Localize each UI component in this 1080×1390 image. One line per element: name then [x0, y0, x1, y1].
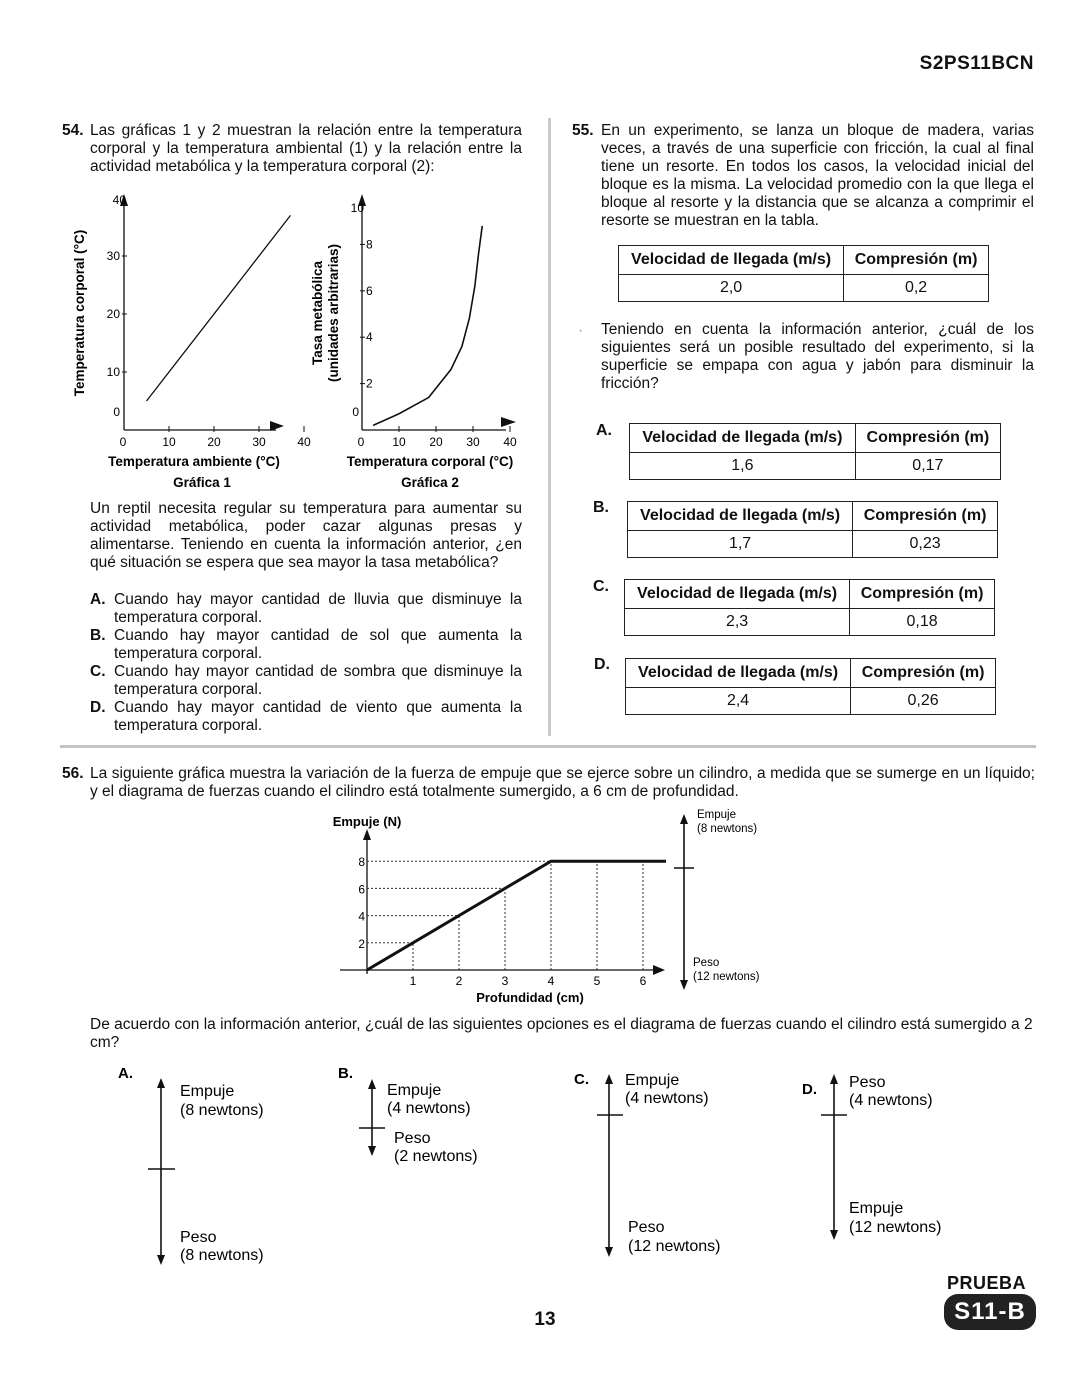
q54-option-c[interactable]: [90, 663, 522, 699]
g2-x-tick-label: 0: [357, 435, 365, 449]
q55-c-col-velocidad: Velocidad de llegada (m/s): [625, 580, 850, 609]
q56-c-bottom-value: (12 newtons): [628, 1238, 721, 1255]
q56-option-a[interactable]: [118, 1065, 264, 1265]
column-divider: [548, 118, 551, 736]
q54-option-d-text: Cuando hay mayor cantidad de viento que aumenta la temperatura corporal.: [114, 699, 522, 734]
q54-option-d-letter: D.: [90, 699, 106, 716]
q56-a-down-arrow: [157, 1255, 165, 1265]
q55-cell-velocidad: 2,0: [619, 275, 844, 302]
q55-b-col-compresion: Compresión (m): [853, 502, 998, 531]
q56-c-bottom-label: Peso: [628, 1219, 665, 1236]
q56-x-tick-label: 3: [501, 974, 509, 988]
g2-y-tick-label: 2: [366, 376, 373, 391]
g2-ylabel-line2: (unidades arbitrarias): [326, 243, 341, 383]
q56-option-b-letter: B.: [338, 1065, 353, 1082]
q55-option-d-table[interactable]: [625, 658, 996, 715]
q56-b-top-label: Empuje: [387, 1082, 442, 1099]
q54-option-c-text: Cuando hay mayor cantidad de sombra que disminuye la temperatura corporal.: [114, 663, 522, 698]
grafica-2: [310, 194, 517, 490]
q55-c-compresion: 0,18: [850, 609, 995, 636]
q56-c-down-arrow: [605, 1247, 613, 1257]
prueba-label: PRUEBA: [946, 1273, 1026, 1293]
q54-option-a-text: Cuando hay mayor cantidad de lluvia que disminuye la temperatura corporal.: [114, 591, 522, 626]
g1-x-tick-label: 30: [252, 435, 266, 449]
g2-ylabel-line1: Tasa metabólica: [310, 260, 325, 366]
g1-y-tick-label: 0: [113, 405, 120, 419]
page-number: 13: [534, 1309, 556, 1330]
q55-option-a-table[interactable]: [629, 423, 1001, 480]
g2-y-tick-label: 4: [366, 330, 373, 345]
q56-b-up-arrow: [368, 1079, 376, 1089]
q56-option-c[interactable]: [574, 1071, 721, 1257]
q56-a-up-arrow: [157, 1078, 165, 1088]
q54-option-c-letter: C.: [90, 663, 106, 680]
g1-x-tick-label: 0: [119, 435, 127, 449]
q54-option-b-letter: B.: [90, 627, 106, 644]
q56-x-tick-label: 5: [593, 974, 601, 988]
g2-y-tick-label: 8: [366, 237, 373, 252]
q55-option-c-letter[interactable]: C.: [593, 578, 609, 595]
q55-d-col-compresion: Compresión (m): [851, 659, 996, 688]
g1-title: Gráfica 1: [173, 475, 231, 490]
q56-number: 56.: [62, 765, 84, 782]
q55-c-velocidad: 2,3: [625, 609, 850, 636]
q55-option-c-table[interactable]: [624, 579, 995, 636]
q55-data-table: [618, 245, 989, 302]
g1-x-tick-label: 40: [297, 435, 311, 449]
q56-x-arrow: [653, 965, 665, 975]
q55-a-compresion: 0,17: [855, 453, 1000, 480]
g2-x-tick-label: 40: [503, 435, 517, 449]
q56-d-bottom-value: (12 newtons): [849, 1219, 942, 1236]
q55-cell-compresion: 0,2: [844, 275, 989, 302]
q56-option-b[interactable]: [338, 1065, 478, 1165]
q56-ylabel: Empuje (N): [332, 814, 402, 829]
q55-d-compresion: 0,26: [851, 688, 996, 715]
q54-option-a[interactable]: [90, 591, 522, 627]
q54-option-b[interactable]: [90, 627, 522, 663]
q55-d-col-velocidad: Velocidad de llegada (m/s): [626, 659, 851, 688]
section-divider: [60, 745, 1036, 748]
q54-option-d[interactable]: [90, 699, 522, 735]
q56-option-c-letter: C.: [574, 1071, 589, 1088]
g1-series-line: [147, 215, 291, 401]
q56-down-arrow: [680, 980, 688, 990]
g1-y-tick-label: 10: [106, 365, 120, 379]
q56-x-tick-label: 4: [547, 974, 555, 988]
q56-force-diagram: [674, 809, 760, 990]
q55-a-velocidad: 1,6: [630, 453, 856, 480]
q54-options: [90, 591, 522, 735]
q56-b-bottom-value: (2 newtons): [394, 1148, 478, 1165]
q54-intro: Las gráficas 1 y 2 muestran la relación entre la temperatura corporal y la temperatura ambiental (1) y la relación entre la actividad metabólica y la temperatura corporal (2):: [90, 122, 522, 175]
q55-option-d-letter[interactable]: D.: [594, 656, 610, 673]
q56-d-top-label: Peso: [849, 1074, 886, 1091]
q56-a-top-label: Empuje: [180, 1083, 235, 1100]
q56-stem: De acuerdo con la información anterior, ¿cuál de las siguientes opciones es el diagrama de fuerzas cuando el cilindro está sumergido a 2 cm?: [90, 1016, 1033, 1051]
q56-up-label: Empuje: [697, 809, 736, 821]
q56-options: [100, 1060, 980, 1272]
q56-x-tick-label: 2: [455, 974, 463, 988]
g2-x-tick-label: 20: [429, 435, 443, 449]
q55-a-col-compresion: Compresión (m): [855, 424, 1000, 453]
g1-ylabel: Temperatura corporal (°C): [72, 229, 87, 397]
g1-y-tick-label: 20: [106, 307, 120, 321]
g2-y-tick-label: 6: [366, 283, 373, 298]
q56-down-label: Peso: [693, 957, 720, 969]
g1-y-tick-label: 30: [106, 249, 120, 263]
q55-d-velocidad: 2,4: [626, 688, 851, 715]
q55-b-col-velocidad: Velocidad de llegada (m/s): [628, 502, 853, 531]
q54-option-a-letter: A.: [90, 591, 106, 608]
q56-c-up-arrow: [605, 1074, 613, 1084]
g2-x-arrow: [501, 417, 516, 427]
q56-c-top-label: Empuje: [625, 1072, 680, 1089]
q56-b-top-value: (4 newtons): [387, 1100, 471, 1117]
q56-b-bottom-label: Peso: [394, 1130, 431, 1147]
q56-c-top-value: (4 newtons): [625, 1090, 709, 1107]
q55-option-b-table[interactable]: [627, 501, 998, 558]
g2-x-tick-label: 10: [392, 435, 406, 449]
q55-col-velocidad: Velocidad de llegada (m/s): [619, 246, 844, 275]
q56-graph: [320, 808, 800, 1012]
q55-b-compresion: 0,23: [853, 531, 998, 558]
g2-x-tick-label: 30: [466, 435, 480, 449]
q56-y-tick-label: 8: [358, 855, 365, 870]
g2-y-tick-label: 0: [352, 405, 359, 419]
q54-number: 54.: [62, 122, 84, 139]
q56-d-bottom-label: Empuje: [849, 1200, 904, 1217]
q56-x-tick-label: 6: [639, 974, 647, 988]
q56-d-top-value: (4 newtons): [849, 1092, 933, 1109]
g1-x-tick-label: 10: [162, 435, 176, 449]
q55-c-col-compresion: Compresión (m): [850, 580, 995, 609]
q56-b-down-arrow: [368, 1146, 376, 1156]
q56-a-top-value: (8 newtons): [180, 1102, 264, 1119]
g2-title: Gráfica 2: [401, 475, 459, 490]
q54-stem: Un reptil necesita regular su temperatura para aumentar su actividad metabólica, poder cazar algunas presas y alimentarse. Teniendo en cuenta la información anterior, ¿en qué situación se espera que sea mayor la tasa metabólica?: [90, 500, 522, 571]
g2-series-line: [373, 226, 482, 426]
g2-y-tick-label: 10: [350, 201, 364, 215]
q56-option-d-letter: D.: [802, 1081, 817, 1098]
grafica-1: [72, 193, 311, 490]
q56-intro: La siguiente gráfica muestra la variación de la fuerza de empuje que se ejerce sobre un cilindro, a medida que se sumerge en un líquido; y el diagrama de fuerzas cuando el cilindro está totalmente sumergido, a 6 cm de profundidad.: [90, 765, 1035, 800]
q55-intro: En un experimento, se lanza un bloque de madera, varias veces, a través de una superficie con fricción, la cual al final tiene un resorte. En todos los casos, la velocidad inicial del bloque es la misma. La velocidad promedio con la que llega el bloque al resorte y la distancia que se alcanza a comprimir el resorte se muestran en la tabla.: [601, 122, 1034, 229]
q56-y-tick-label: 6: [358, 882, 365, 897]
g1-xlabel: Temperatura ambiente (°C): [108, 454, 280, 469]
q56-y-arrow: [363, 829, 371, 840]
test-badge: S11-B: [944, 1294, 1036, 1330]
q56-y-tick-label: 4: [358, 909, 365, 924]
q56-xlabel: Profundidad (cm): [476, 990, 584, 1005]
stray-mark: ·: [578, 322, 584, 339]
q55-option-a-letter[interactable]: A.: [596, 422, 612, 439]
q56-a-bottom-label: Peso: [180, 1229, 217, 1246]
q55-col-compresion: Compresión (m): [844, 246, 989, 275]
g1-x-tick-label: 20: [207, 435, 221, 449]
q54-graphs: [70, 188, 540, 498]
q55-b-velocidad: 1,7: [628, 531, 853, 558]
q55-number: 55.: [572, 122, 594, 139]
q54-option-b-text: Cuando hay mayor cantidad de sol que aumenta la temperatura corporal.: [114, 627, 522, 662]
q56-y-tick-label: 2: [358, 936, 365, 951]
q56-a-bottom-value: (8 newtons): [180, 1247, 264, 1264]
test-code: S2PS11BCN: [919, 53, 1034, 74]
q55-option-b-letter[interactable]: B.: [593, 499, 609, 516]
g1-y-tick-label: 40: [112, 193, 126, 207]
q56-d-up-arrow: [830, 1074, 838, 1084]
g2-xlabel: Temperatura corporal (°C): [346, 454, 514, 469]
q56-up-arrow: [680, 814, 688, 824]
q56-option-a-letter: A.: [118, 1065, 133, 1082]
g1-x-arrow: [270, 421, 284, 431]
q56-up-value: (8 newtons): [697, 823, 758, 835]
q56-down-value: (12 newtons): [693, 971, 760, 983]
q56-d-down-arrow: [830, 1230, 838, 1240]
q56-option-d[interactable]: [802, 1074, 942, 1240]
q56-x-tick-label: 1: [409, 974, 417, 988]
q55-stem: Teniendo en cuenta la información anterior, ¿cuál de los siguientes será un posible resultado del experimento, si la superficie se empapa con agua y jabón para disminuir la fricción?: [601, 321, 1034, 392]
q55-a-col-velocidad: Velocidad de llegada (m/s): [630, 424, 856, 453]
